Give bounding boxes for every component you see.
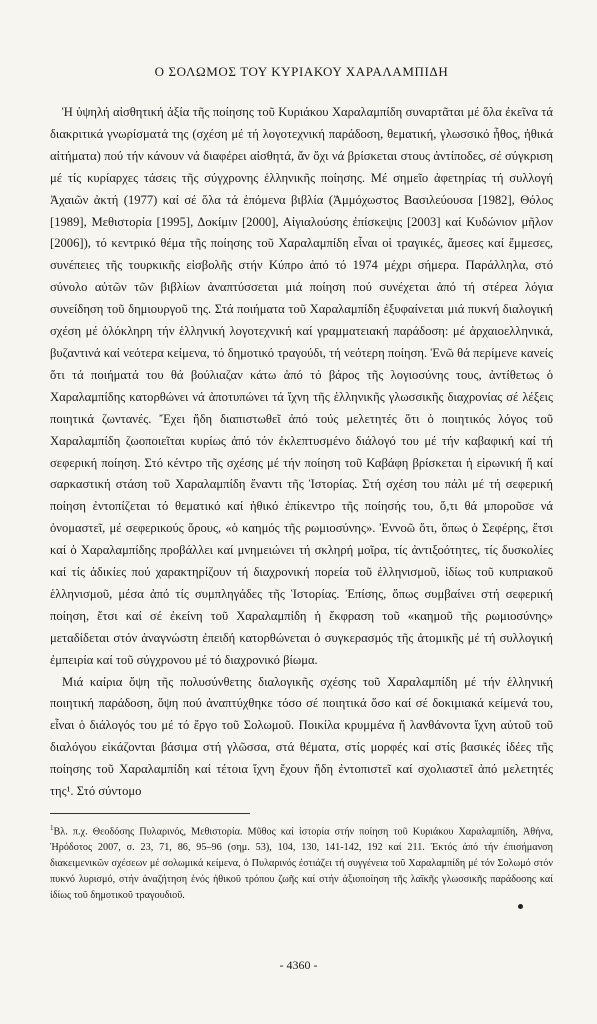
running-head: Ο ΣΟΛΩΜΟΣ ΤΟΥ ΚΥΡΙΑΚΟΥ ΧΑΡΑΛΑΜΠΙΔΗ <box>154 64 449 79</box>
paragraph-1: Ἡ ὑψηλή αἰσθητική ἀξία τῆς ποίησης τοῦ Κυριάκου Χαραλαμπίδη συναρτᾶται μέ ὅλα ἐκεῖνα τά διακριτικά γνωρίσματά της (σχέση μέ τή λογοτεχνική παράδοση, θεματική, γλωσσικό ἦθος, ἠθικά αἰτήματα) πού τήν κάνουν νά διαφέρει αἰσθητά, ἄν ὄχι νά βρίσκεται στους ἀντίποδες, σέ σύγκριση μέ τίς κυρίαρχες τάσεις τῆς σύγχρονης ἑλληνικῆς ποίησης. Μέ σημεῖο ἀφετηρίας τή συλλογή Ἀχαιῶν ἀκτή (1977) καί σέ ὅλα τά ἑπόμενα βιβλία (Ἀμμόχωστος Βασιλεύουσα [1982], Θόλος [1989], Μεθιστορία [1995], Δοκίμιν [2000], Αἰγιαλούσης ἐπίσκεψις [2003] καί Κυδώνιον μῆλον [2006]), τό κεντρικό θέμα τῆς ποίησης τοῦ Χαραλαμπίδη εἶναι οἱ τραγικές, ἄμεσες καί ἔμμεσες, συνέπειες τῆς τουρκικῆς εἰσβολῆς στήν Κύπρο ἀπό τό 1974 μέχρι σήμερα. Παράλληλα, στό σύνολο αὐτῶν τῶν βιβλίων ἀναπτύσσεται μιά ποίηση πού συνέχεται ἀπό τή στέρεα λόγια συνείδηση τοῦ δημιουργοῦ της. Στά ποιήματα τοῦ Χαραλαμπίδη ἐξυφαίνεται μιά πυκνή διαλογική σχέση μέ ὁλόκληρη τήν ἑλληνική λογοτεχνική καί γραμματειακή παράδοση: μέ ἀρχαιοελληνικά, βυζαντινά καί νεότερα κείμενα, τό δημοτικό τραγούδι, τή νεότερη ποίηση. Ἐνῶ θά περίμενε κανείς ὅτι τά ποιήματά του θά βούλιαζαν κάτω ἀπό τό βάρος τῆς λογιοσύνης τους, ἀντίθετως ὁ Χαραλαμπίδης κατορθώνει νά ἀποτυπώνει τά ἴχνη τῆς ἑλληνικῆς γλωσσικῆς διαχρονίας σέ λέξεις ποιητικά ζωντανές. Ἔχει ἤδη διαπιστωθεῖ ἀπό τούς μελετητές ὅτι ὁ ποιητικός λόγος τοῦ Χαραλαμπίδη ζωοποιεῖται κυρίως ἀπό τόν ἐκλεπτυσμένο διάλογό του μέ τήν καβαφική καί τή σεφερική ποίηση. Στό κέντρο τῆς σχέσης μέ τήν ποίηση τοῦ Καβάφη βρίσκεται ἡ εἰρωνική ἤ καί σαρκαστική στάση τοῦ Χαραλαμπίδη ἔναντι τῆς Ἱστορίας. Στή σχέση του πάλι μέ τή σεφερική ποίηση ἐντοπίζεται τό θεματικό καί ἠθικό ἐπίκεντρο τῆς ποίησής του, ὅ,τι θά μποροῦσε νά ὀνομαστεῖ, μέ σεφερικούς ὅρους, «ὁ καημός τῆς ρωμιοσύνης». Ἐννοῶ ὅτι, ὅπως ὁ Σεφέρης, ἔτσι καί ὁ Χαραλαμπίδης προβάλλει καί μνημειώνει τή σκληρή μοῖρα, τίς ἀντιξοότητες, τίς δυσκολίες καί τίς ἀδικίες πού χαρακτηρίζουν τή διαχρονική πορεία τοῦ ἑλληνισμοῦ, ἰδίως τοῦ κυπριακοῦ ἑλληνισμοῦ, μέσα ἀπό τίς συμπληγάδες τῆς Ἱστορίας. Ἐπίσης, ὅπως συμβαίνει στή σεφερική ποίηση, ἔτσι καί σέ ἐκείνη τοῦ Χαραλαμπίδη ἡ ἔκφραση τοῦ «καημοῦ τῆς ρωμιοσύνης» μεταδίδεται στόν ἀναγνώστη ἐπειδή κατορθώνεται ὁ συγκερασμός τῆς ἀτομικῆς μέ τή συλλογική ἐμπειρία καί τοῦ σύγχρονου μέ τό διαχρονικό βίωμα. <box>50 105 553 667</box>
footnote-rule <box>50 813 250 814</box>
page-number: - 4360 - <box>279 958 318 972</box>
footnote-marker: 1 <box>50 824 54 832</box>
ink-mark <box>518 904 523 909</box>
footnote <box>50 820 553 904</box>
body-text <box>50 102 553 803</box>
paragraph-2: Μιά καίρια ὄψη τῆς πολυσύνθετης διαλογικῆς σχέσης τοῦ Χαραλαμπίδη μέ τήν ἑλληνική ποιητική παράδοση, ὄψη πού ἀναπτύχθηκε τόσο σέ ποιητικά ὅσο καί σέ δοκιμιακά κείμενά του, εἶναι ὁ διάλογός του μέ τό ἔργο τοῦ Σολωμοῦ. Ποικίλα κρυμμένα ἤ λανθάνοντα ἴχνη αὐτοῦ τοῦ διαλόγου εἰκάζονται βάσιμα στή γλῶσσα, στά θέματα, στίς μορφές καί στίς βασικές ἰδέες τῆς ποίησης τοῦ Χαραλαμπίδη καί τέτοια ἴχνη ἔχουν ἤδη ἐντοπιστεῖ καί σχολιαστεῖ ἀπό μελετητές της¹. Στό σύντομο <box>50 674 553 799</box>
footnote-text: Βλ. π.χ. Θεοδόσης Πυλαρινός, Μεθιστορία. Μῦθος καί ἱστορία στήν ποίηση τοῦ Κυριάκου Χαραλαμπίδη, Ἀθήνα, Ἡρόδοτος 2007, σ. 23, 71, 86, 95–96 (σημ. 53), 104, 130, 141-142, 192 καί 211. Ἐκτός ἀπό τήν ἐπισήμανση διακειμενικῶν σχέσεων μέ σολωμικά κείμενα, ὁ Πυλαρινός ἐστιάζει τή συγγένεια τοῦ Χαραλαμπίδη μέ τόν Σολωμό στόν πυκνό λυρισμό, στήν ἀναζήτηση ἑνός ἠθικοῦ τρόπου ζωῆς καί στήν ἀξιοποίηση τῆς λαϊκῆς γλωσσικῆς παράδοσης καί ἰδίως τοῦ δημοτικοῦ τραγουδιοῦ. <box>50 826 553 902</box>
